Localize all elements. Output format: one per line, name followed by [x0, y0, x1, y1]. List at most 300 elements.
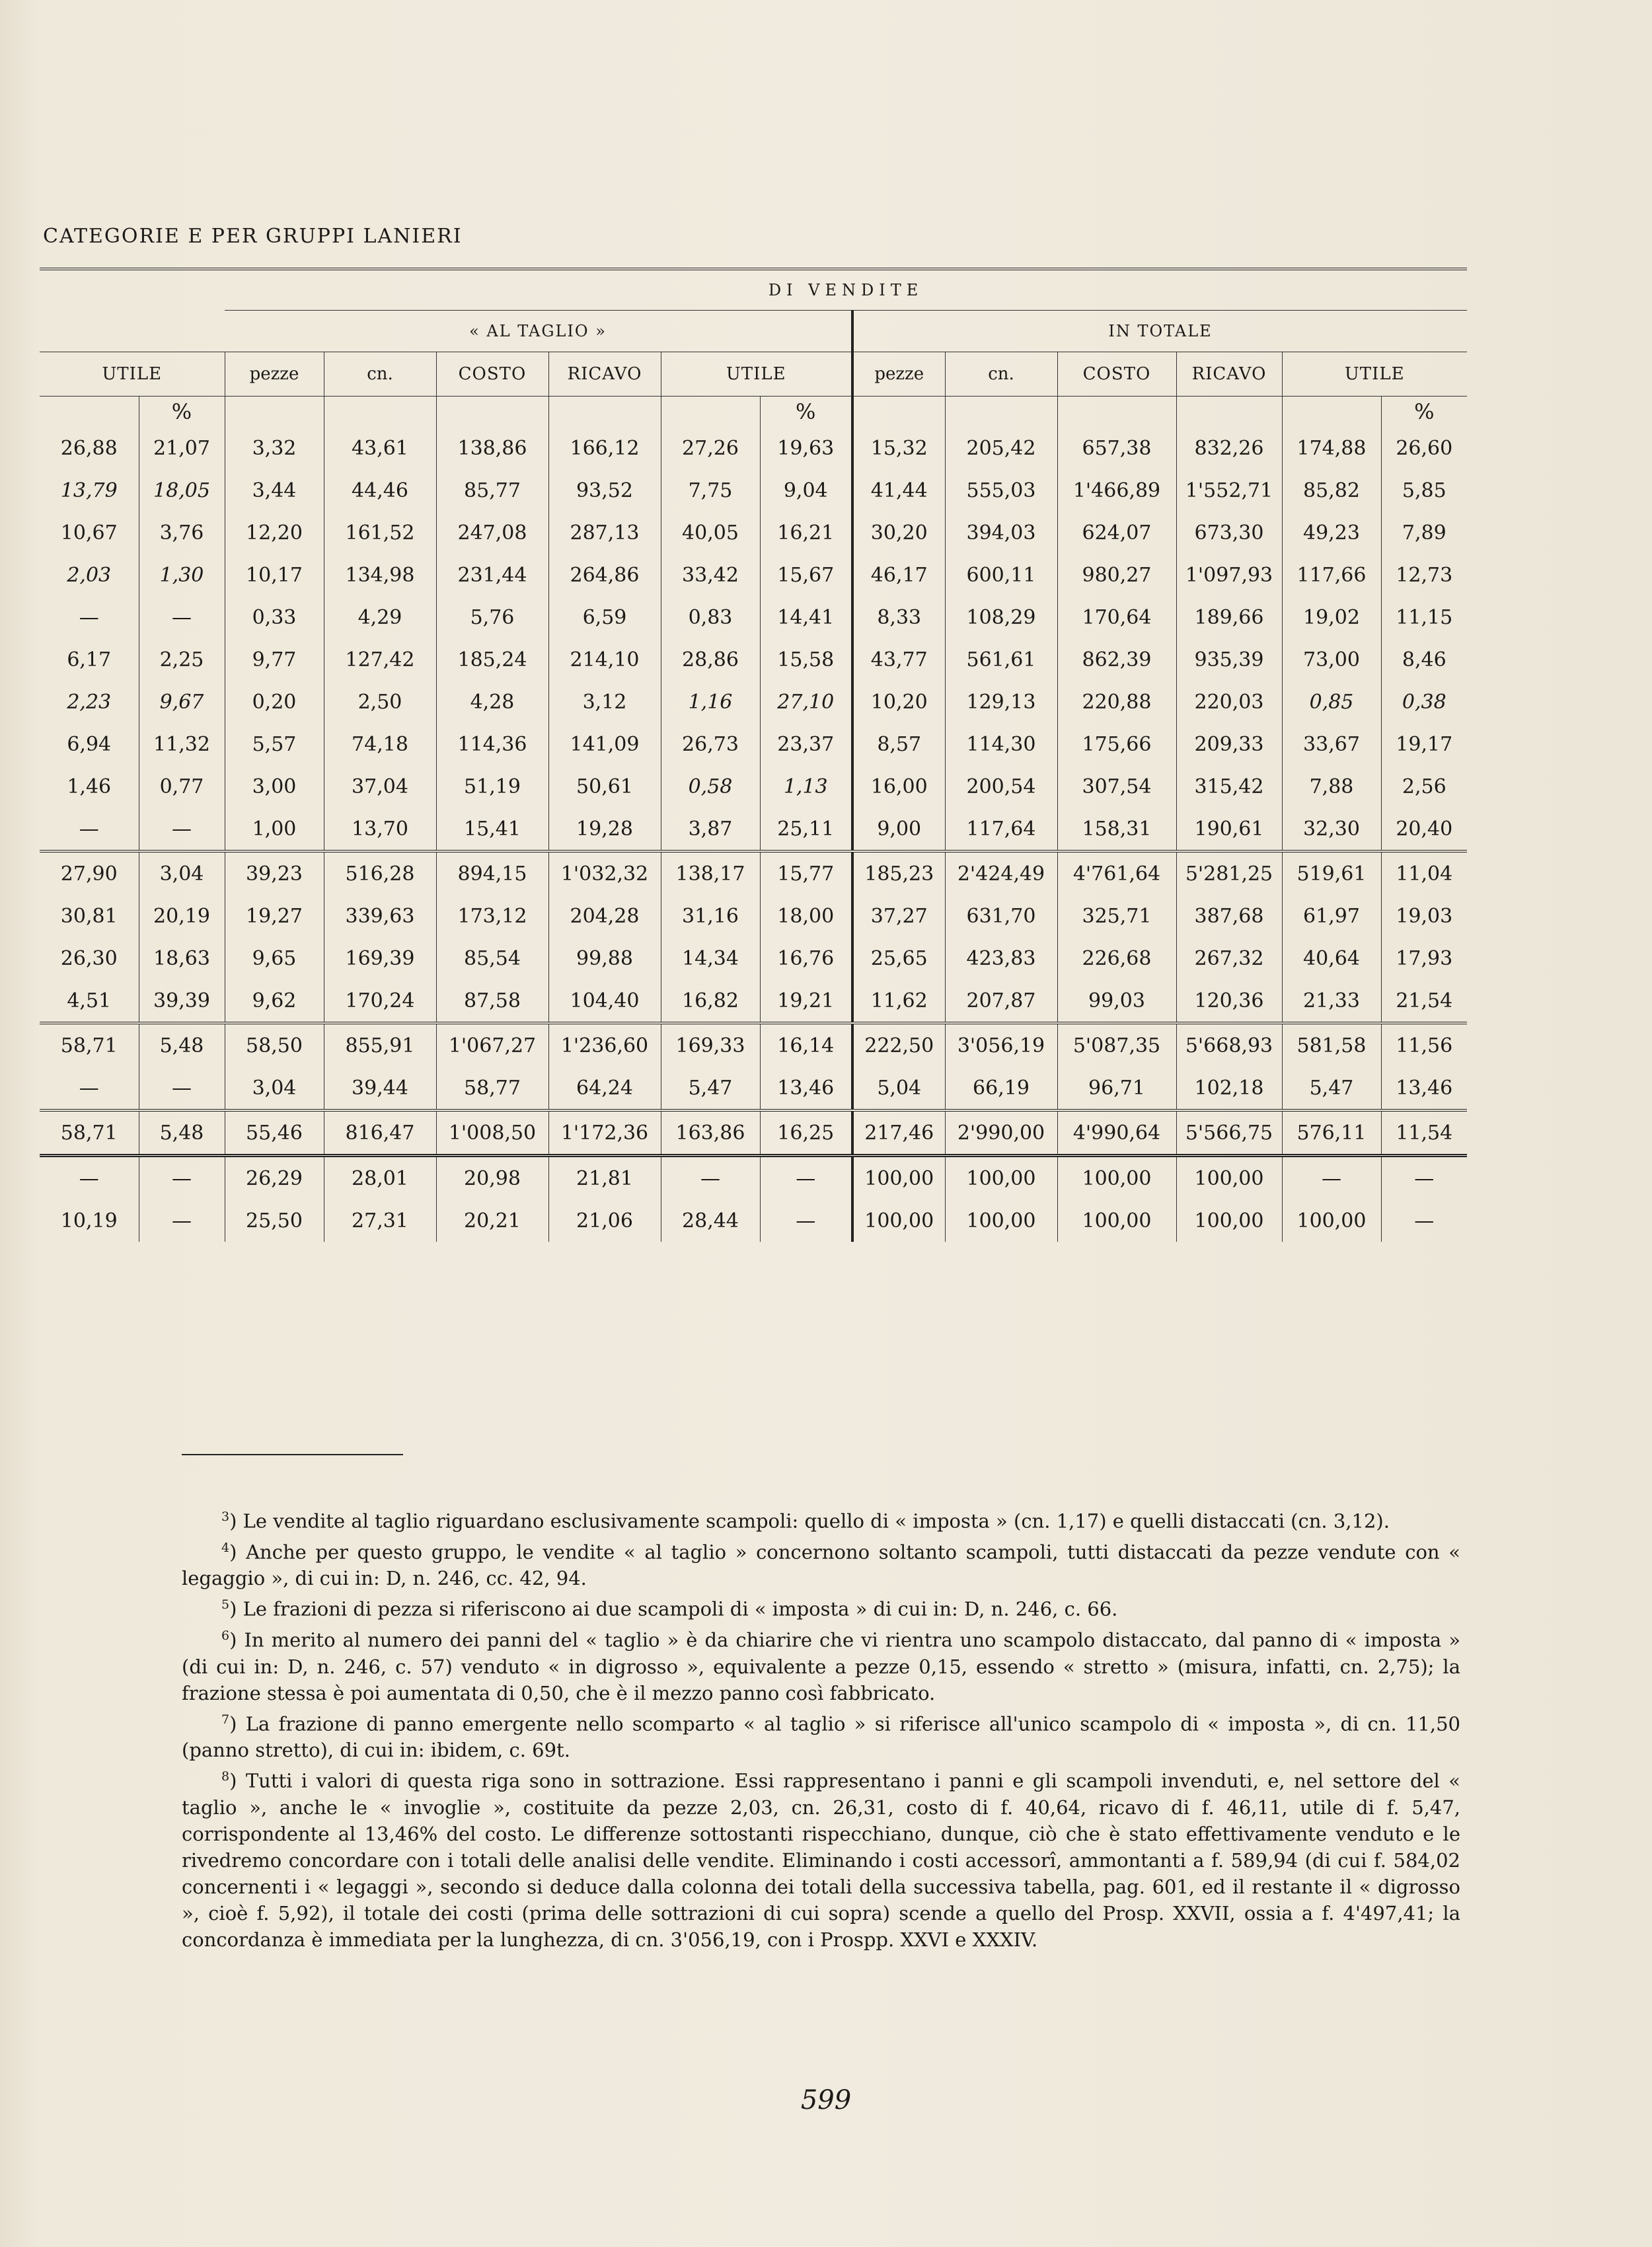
table-cell: 200,54 — [945, 765, 1057, 808]
col-pezze: pezze — [852, 352, 945, 397]
table-cell: 13,79 — [60, 478, 118, 502]
table-cell: 61,97 — [1282, 895, 1381, 937]
table-cell: 114,30 — [945, 723, 1057, 765]
table-row — [40, 554, 1467, 596]
table-cell: 226,68 — [1057, 937, 1176, 979]
table-cell: 127,42 — [324, 638, 436, 681]
table-cell: 173,12 — [436, 895, 548, 937]
table-cell: 21,06 — [548, 1200, 661, 1242]
table-cell: 26,60 — [1381, 427, 1467, 469]
table-cell: 163,86 — [661, 1110, 760, 1156]
table-cell: 12,73 — [1381, 554, 1467, 596]
table-cell: 170,64 — [1057, 596, 1176, 638]
table-cell: 325,71 — [1057, 895, 1176, 937]
table-cell: 16,82 — [661, 979, 760, 1023]
table-row — [40, 1156, 1467, 1200]
table-cell: 100,00 — [1176, 1200, 1282, 1242]
table-cell: 27,26 — [661, 427, 760, 469]
table-row — [40, 1110, 1467, 1156]
table-cell: 117,66 — [1282, 554, 1381, 596]
table-cell: 935,39 — [1176, 638, 1282, 681]
footnote-rule — [182, 1454, 403, 1455]
col-utile: UTILE — [1282, 352, 1467, 397]
table-cell: 1,30 — [139, 554, 225, 596]
table-cell: 18,05 — [139, 469, 225, 512]
table-cell: 16,14 — [760, 1023, 852, 1067]
table-cell: 100,00 — [945, 1200, 1057, 1242]
table-cell: 1,00 — [225, 808, 324, 851]
table-cell: 2'990,00 — [945, 1110, 1057, 1156]
table-cell: 3,44 — [225, 469, 324, 512]
table-cell: 204,28 — [548, 895, 661, 937]
table-cell: 3,04 — [225, 1067, 324, 1110]
table-cell: 2,56 — [1381, 765, 1467, 808]
table-cell: 100,00 — [1282, 1200, 1381, 1242]
col-costo: COSTO — [1057, 352, 1176, 397]
table-cell: 0,38 — [1381, 681, 1467, 723]
table-cell: 32,30 — [1282, 808, 1381, 851]
col-costo: COSTO — [436, 352, 548, 397]
table-cell: 1'236,60 — [548, 1023, 661, 1067]
table-cell: 10,20 — [852, 681, 945, 723]
table-cell: 832,26 — [1176, 427, 1282, 469]
table-cell: 15,41 — [436, 808, 548, 851]
table-cell: 17,93 — [1381, 937, 1467, 979]
table-cell: 555,03 — [945, 469, 1057, 512]
table-cell: 26,29 — [225, 1156, 324, 1200]
table-cell: 100,00 — [1057, 1200, 1176, 1242]
table-cell: 20,19 — [139, 895, 225, 937]
col-utile: UTILE — [661, 352, 852, 397]
table-row — [40, 427, 1467, 469]
table-cell: 10,19 — [60, 1209, 118, 1233]
table-cell: 7,75 — [661, 469, 760, 512]
table-cell: 174,88 — [1282, 427, 1381, 469]
table-cell: 13,46 — [760, 1067, 852, 1110]
table-cell: 5,48 — [139, 1023, 225, 1067]
table-cell: 120,36 — [1176, 979, 1282, 1023]
table-cell: 31,16 — [661, 895, 760, 937]
table-cell: 43,61 — [324, 427, 436, 469]
table-cell: 19,63 — [760, 427, 852, 469]
table-cell: 1'067,27 — [436, 1023, 548, 1067]
table-cell: 11,04 — [1381, 851, 1467, 895]
table-cell: 100,00 — [945, 1156, 1057, 1200]
table-cell: 1,46 — [67, 775, 112, 798]
table-cell: 5'281,25 — [1176, 851, 1282, 895]
table-cell: 16,76 — [760, 937, 852, 979]
table-cell: 25,65 — [852, 937, 945, 979]
footnote: $^7$) La frazione di panno emergente nello scomparto « al taglio » si riferisce all'unico scampolo di « imposta », di cn. 11,50 (panno stretto), di cui in: ibidem, c. 69t. — [182, 1712, 1460, 1762]
pct-symbol: % — [760, 397, 852, 428]
table-cell: 1'032,32 — [548, 851, 661, 895]
table-cell: 20,40 — [1381, 808, 1467, 851]
table-cell: 58,71 — [40, 1023, 139, 1067]
table-cell: 21,54 — [1381, 979, 1467, 1023]
table-cell: 141,09 — [548, 723, 661, 765]
table-cell: — — [1282, 1156, 1381, 1200]
table-cell: 0,83 — [661, 596, 760, 638]
col-ricavo: RICAVO — [548, 352, 661, 397]
table-cell: 10,17 — [225, 554, 324, 596]
table-cell: 3,12 — [548, 681, 661, 723]
table-cell: 1,16 — [661, 681, 760, 723]
footnotes — [182, 1504, 1460, 1953]
table-cell: 23,37 — [760, 723, 852, 765]
table-cell: 307,54 — [1057, 765, 1176, 808]
table-cell: — — [139, 1156, 225, 1200]
table-cell: 1'097,93 — [1176, 554, 1282, 596]
table-cell: 39,23 — [225, 851, 324, 895]
table-cell: 267,32 — [1176, 937, 1282, 979]
table-cell: 5,85 — [1381, 469, 1467, 512]
table-row — [40, 512, 1467, 554]
col-pezze: pezze — [225, 352, 324, 397]
table-cell: 11,54 — [1381, 1110, 1467, 1156]
table-cell: 30,81 — [60, 904, 118, 928]
table-cell: 247,08 — [436, 512, 548, 554]
table-cell: 21,07 — [139, 427, 225, 469]
table-cell: 209,33 — [1176, 723, 1282, 765]
table-cell: 6,17 — [67, 648, 112, 671]
table-cell: 99,88 — [548, 937, 661, 979]
table-cell: 114,36 — [436, 723, 548, 765]
table-cell: 7,89 — [1381, 512, 1467, 554]
table-cell: 6,94 — [67, 732, 112, 756]
table-cell: 40,64 — [1282, 937, 1381, 979]
table-row — [40, 937, 1467, 979]
table-cell: 170,24 — [324, 979, 436, 1023]
table-cell: — — [139, 596, 225, 638]
table-cell: 11,62 — [852, 979, 945, 1023]
table-cell: 185,23 — [852, 851, 945, 895]
table-cell: 10,67 — [60, 521, 118, 545]
table-cell: 9,65 — [225, 937, 324, 979]
table-cell: — — [139, 808, 225, 851]
table-cell: 100,00 — [1176, 1156, 1282, 1200]
table-cell: 2'424,49 — [945, 851, 1057, 895]
table-cell: 11,56 — [1381, 1023, 1467, 1067]
table-cell: 21,33 — [1282, 979, 1381, 1023]
table-cell: 11,15 — [1381, 596, 1467, 638]
table-cell: — — [79, 1076, 99, 1100]
footnote: $^4$) Anche per questo gruppo, le vendite « al taglio » concernono soltanto scampoli, tutti distaccati da pezze vendute con « legaggio », di cui in: D, n. 246, cc. 42, 94. — [182, 1540, 1460, 1590]
table-cell: 315,42 — [1176, 765, 1282, 808]
col-cn: cn. — [324, 352, 436, 397]
table-row — [40, 979, 1467, 1023]
table-cell: 64,24 — [548, 1067, 661, 1110]
table-cell: 657,38 — [1057, 427, 1176, 469]
table-cell: 287,13 — [548, 512, 661, 554]
table-cell: 39,44 — [324, 1067, 436, 1110]
table-cell: 33,42 — [661, 554, 760, 596]
table-cell: 9,67 — [139, 681, 225, 723]
table-cell: 2,03 — [67, 563, 112, 587]
table-cell: 85,77 — [436, 469, 548, 512]
table-cell: 3,76 — [139, 512, 225, 554]
table-cell: 8,33 — [852, 596, 945, 638]
table-cell: 19,02 — [1282, 596, 1381, 638]
table-row — [40, 638, 1467, 681]
table-row — [40, 851, 1467, 895]
table-cell: 220,03 — [1176, 681, 1282, 723]
table-cell: 624,07 — [1057, 512, 1176, 554]
table-cell: 27,31 — [324, 1200, 436, 1242]
table-cell: 19,17 — [1381, 723, 1467, 765]
table-cell: 2,23 — [67, 690, 112, 714]
table-cell: — — [139, 1200, 225, 1242]
table-cell: 2,25 — [139, 638, 225, 681]
table-cell: 264,86 — [548, 554, 661, 596]
table-cell: 15,77 — [760, 851, 852, 895]
table-cell: 1'552,71 — [1176, 469, 1282, 512]
table-cell: 339,63 — [324, 895, 436, 937]
table-cell: 12,20 — [225, 512, 324, 554]
table-cell: 46,17 — [852, 554, 945, 596]
table-cell: 3,87 — [661, 808, 760, 851]
table-cell: 1'008,50 — [436, 1110, 548, 1156]
col-cn: cn. — [945, 352, 1057, 397]
table-cell: 138,17 — [661, 851, 760, 895]
table-cell: 43,77 — [852, 638, 945, 681]
table-cell: 58,71 — [40, 1110, 139, 1156]
table-cell: 73,00 — [1282, 638, 1381, 681]
table-cell: 44,46 — [324, 469, 436, 512]
table-cell: 161,52 — [324, 512, 436, 554]
table-cell: 18,63 — [139, 937, 225, 979]
table-row — [40, 808, 1467, 851]
table-cell: 3'056,19 — [945, 1023, 1057, 1067]
table-cell: 231,44 — [436, 554, 548, 596]
table-cell: 205,42 — [945, 427, 1057, 469]
table-cell: 129,13 — [945, 681, 1057, 723]
table-cell: 7,88 — [1282, 765, 1381, 808]
table-cell: 40,05 — [661, 512, 760, 554]
table-cell: 49,23 — [1282, 512, 1381, 554]
table-cell: 138,86 — [436, 427, 548, 469]
table-row — [40, 895, 1467, 937]
group-header: DI VENDITE — [225, 269, 1467, 311]
table-cell: 15,58 — [760, 638, 852, 681]
table-row — [40, 723, 1467, 765]
table-cell: 85,54 — [436, 937, 548, 979]
table-cell: 673,30 — [1176, 512, 1282, 554]
table-cell: 4,28 — [436, 681, 548, 723]
table-cell: — — [760, 1156, 852, 1200]
pct-symbol: % — [139, 397, 225, 428]
table-cell: 21,81 — [548, 1156, 661, 1200]
table-cell: 25,50 — [225, 1200, 324, 1242]
table-cell: — — [1381, 1156, 1467, 1200]
table-cell: 519,61 — [1282, 851, 1381, 895]
table-cell: 26,88 — [60, 436, 118, 460]
table-cell: 74,18 — [324, 723, 436, 765]
table-cell: 3,32 — [225, 427, 324, 469]
table-cell: 58,77 — [436, 1067, 548, 1110]
table-cell: 5,04 — [852, 1067, 945, 1110]
table-cell: 158,31 — [1057, 808, 1176, 851]
table-cell: 0,77 — [139, 765, 225, 808]
table-cell: 25,11 — [760, 808, 852, 851]
table-cell: 28,86 — [661, 638, 760, 681]
table-cell: 19,03 — [1381, 895, 1467, 937]
table-cell: 581,58 — [1282, 1023, 1381, 1067]
table-cell: 16,25 — [760, 1110, 852, 1156]
table-cell: 37,27 — [852, 895, 945, 937]
table-cell: 576,11 — [1282, 1110, 1381, 1156]
table-cell: 217,46 — [852, 1110, 945, 1156]
table-cell: 5,57 — [225, 723, 324, 765]
table-cell: — — [40, 1156, 139, 1200]
table-cell: 9,00 — [852, 808, 945, 851]
table-row — [40, 1200, 1467, 1242]
table-cell: 394,03 — [945, 512, 1057, 554]
table-cell: 102,18 — [1176, 1067, 1282, 1110]
table-cell: 20,21 — [436, 1200, 548, 1242]
table-cell: 516,28 — [324, 851, 436, 895]
table-cell: 2,50 — [324, 681, 436, 723]
page-number: 599 — [800, 2085, 852, 2115]
table-cell: 9,62 — [225, 979, 324, 1023]
table-cell: 28,01 — [324, 1156, 436, 1200]
table-cell: 5,48 — [139, 1110, 225, 1156]
table-cell: 117,64 — [945, 808, 1057, 851]
table-cell: 26,73 — [661, 723, 760, 765]
table-cell: 0,58 — [661, 765, 760, 808]
table-cell: 631,70 — [945, 895, 1057, 937]
table-cell: 20,98 — [436, 1156, 548, 1200]
table-cell: 169,39 — [324, 937, 436, 979]
table-cell: 4,29 — [324, 596, 436, 638]
col-ricavo: RICAVO — [1176, 352, 1282, 397]
table-cell: 14,34 — [661, 937, 760, 979]
running-head: CATEGORIE E PER GRUPPI LANIERI — [43, 225, 463, 248]
table-cell: 894,15 — [436, 851, 548, 895]
table-cell: 66,19 — [945, 1067, 1057, 1110]
table-cell: 8,57 — [852, 723, 945, 765]
table-cell: 166,12 — [548, 427, 661, 469]
table-cell: 3,04 — [139, 851, 225, 895]
table-cell: — — [1381, 1200, 1467, 1242]
table-cell: 30,20 — [852, 512, 945, 554]
table-cell: 39,39 — [139, 979, 225, 1023]
table-cell: 33,67 — [1282, 723, 1381, 765]
table-cell: 0,85 — [1282, 681, 1381, 723]
table-cell: 175,66 — [1057, 723, 1176, 765]
table-cell: 600,11 — [945, 554, 1057, 596]
table-row — [40, 596, 1467, 638]
table-cell: 13,70 — [324, 808, 436, 851]
table-cell: 93,52 — [548, 469, 661, 512]
table-cell: 100,00 — [1057, 1156, 1176, 1200]
table-cell: 387,68 — [1176, 895, 1282, 937]
table-cell: 19,27 — [225, 895, 324, 937]
table-cell: 169,33 — [661, 1023, 760, 1067]
table-cell: 8,46 — [1381, 638, 1467, 681]
pct-symbol: % — [1381, 397, 1467, 428]
table-cell: 0,20 — [225, 681, 324, 723]
footnote: $^8$) Tutti i valori di questa riga sono in sottrazione. Essi rappresentano i panni e gli scampoli invenduti, e, nel settore del « taglio », anche le « invoglie », costituite da pezze 2,03, cn. 26,31, costo di f. 40,64, ricavo di f. 46,11, utile di f. 5,47, corrispondente al 13,46% del costo. Le differenze sottostanti rispecchiano, dunque, ciò che è stato effettivamente venduto e le rivedremo concordare con i totali delle analisi delle vendite. Eliminando i costi accessorî, ammontanti a f. 589,94 (di cui f. 584,02 concernenti i « legaggi », secondo si deduce dalla colonna dei totali della successiva tabella, pag. 601, ed il restante il « digrosso », cioè f. 5,92), il totale dei costi (prima delle sottrazioni di cui sopra) scende a quello del Prosp. XXVII, ossia a f. 4'497,41; la concordanza è immediata per la lunghezza, di cn. 3'056,19, con i Prospp. XXVI e XXXIV. — [182, 1769, 1460, 1951]
table-cell: 28,44 — [661, 1200, 760, 1242]
table-cell: 5'087,35 — [1057, 1023, 1176, 1067]
table-cell: 18,00 — [760, 895, 852, 937]
table-cell: 134,98 — [324, 554, 436, 596]
table-cell: 87,58 — [436, 979, 548, 1023]
table-cell: 5'566,75 — [1176, 1110, 1282, 1156]
col-utile: UTILE — [40, 352, 225, 397]
table-cell: 9,77 — [225, 638, 324, 681]
table-cell: 220,88 — [1057, 681, 1176, 723]
table-cell: 100,00 — [852, 1200, 945, 1242]
table-cell: 185,24 — [436, 638, 548, 681]
footnote: $^6$) In merito al numero dei panni del « taglio » è da chiarire che vi rientra uno scampolo distaccato, dal panno di « imposta » (di cui in: D, n. 246, c. 57) venduto « in digrosso », equivalente a pezze 0,15, essendo « stretto » (misura, infatti, cn. 2,75); la frazione stessa è poi aumentata di 0,50, che è il mezzo panno così fabbricato. — [182, 1628, 1460, 1704]
table-cell: 423,83 — [945, 937, 1057, 979]
table-cell: 190,61 — [1176, 808, 1282, 851]
footnote: $^5$) Le frazioni di pezza si riferiscono ai due scampoli di « imposta » di cui in: D, n. 246, c. 66. — [221, 1597, 1118, 1620]
table-cell: 16,21 — [760, 512, 852, 554]
table-cell: 5'668,93 — [1176, 1023, 1282, 1067]
table-cell: 980,27 — [1057, 554, 1176, 596]
table-cell: 5,76 — [436, 596, 548, 638]
table-cell: — — [79, 817, 99, 841]
footnote: $^3$) Le vendite al taglio riguardano esclusivamente scampoli: quello di « imposta » (cn. 1,17) e quelli distaccati (cn. 3,12). — [221, 1509, 1390, 1533]
table-row — [40, 681, 1467, 723]
table-cell: 214,10 — [548, 638, 661, 681]
table-cell: 37,04 — [324, 765, 436, 808]
table-cell: 5,47 — [661, 1067, 760, 1110]
table-cell: — — [760, 1200, 852, 1242]
table-cell: 51,19 — [436, 765, 548, 808]
table-row — [40, 1023, 1467, 1067]
table-cell: 862,39 — [1057, 638, 1176, 681]
table-cell: — — [661, 1156, 760, 1200]
sales-table — [40, 268, 1467, 1242]
table-cell: 27,10 — [760, 681, 852, 723]
table-cell: 26,30 — [60, 946, 118, 970]
table-cell: 9,04 — [760, 469, 852, 512]
table-cell: 855,91 — [324, 1023, 436, 1067]
table-cell: 4'990,64 — [1057, 1110, 1176, 1156]
table-cell: 0,33 — [225, 596, 324, 638]
table-cell: 4,51 — [67, 989, 112, 1012]
table-cell: 96,71 — [1057, 1067, 1176, 1110]
table-cell: 99,03 — [1057, 979, 1176, 1023]
table-cell: 15,67 — [760, 554, 852, 596]
table-cell: 1,13 — [760, 765, 852, 808]
table-cell: 19,28 — [548, 808, 661, 851]
table-cell: 3,00 — [225, 765, 324, 808]
table-cell: 13,46 — [1381, 1067, 1467, 1110]
table-cell: 50,61 — [548, 765, 661, 808]
table-cell: 58,50 — [225, 1023, 324, 1067]
table-cell: 16,00 — [852, 765, 945, 808]
table-cell: 19,21 — [760, 979, 852, 1023]
table-cell: 55,46 — [225, 1110, 324, 1156]
table-cell: 816,47 — [324, 1110, 436, 1156]
table-cell: 189,66 — [1176, 596, 1282, 638]
table-row — [40, 1067, 1467, 1110]
table-cell: 41,44 — [852, 469, 945, 512]
table-cell: 108,29 — [945, 596, 1057, 638]
table-cell: 5,47 — [1282, 1067, 1381, 1110]
table-cell: 14,41 — [760, 596, 852, 638]
table-cell: 6,59 — [548, 596, 661, 638]
table-cell: 4'761,64 — [1057, 851, 1176, 895]
table-cell: 11,32 — [139, 723, 225, 765]
table-row — [40, 469, 1467, 512]
table-cell: 15,32 — [852, 427, 945, 469]
subheader-al-taglio: « AL TAGLIO » — [225, 311, 852, 352]
